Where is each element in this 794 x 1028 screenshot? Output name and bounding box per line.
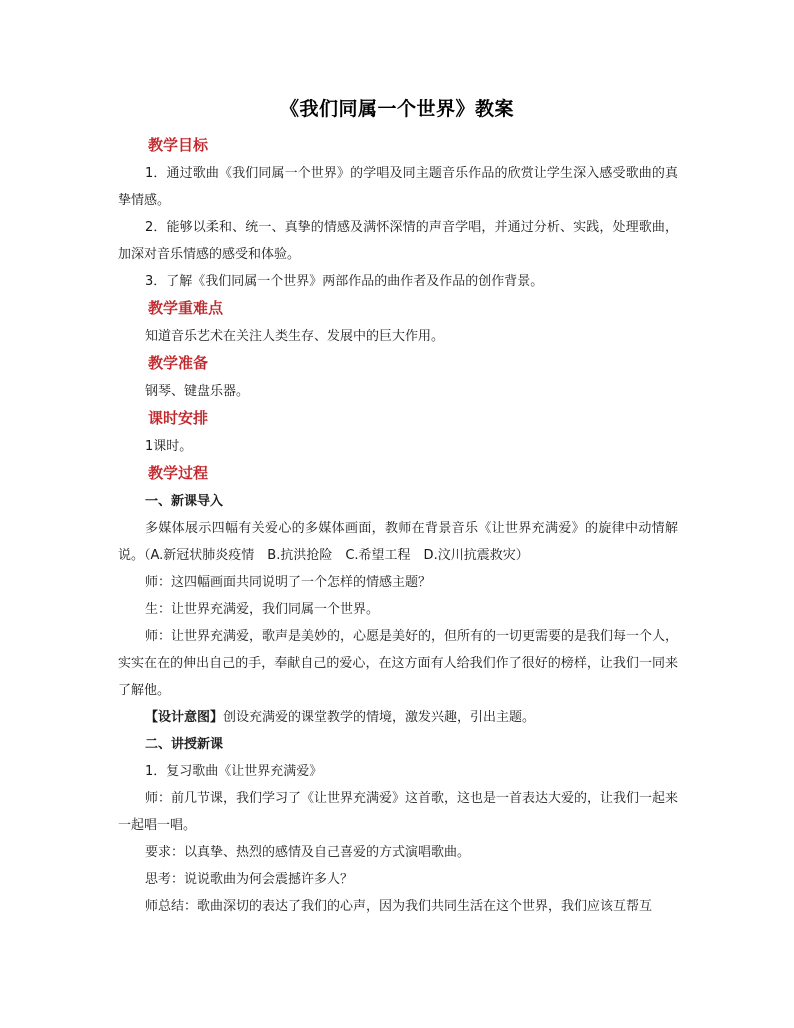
design-intent-text: 创设充满爱的课堂教学的情境，激发兴趣，引出主题。 xyxy=(223,710,536,725)
process-part2-thinking: 思考：说说歌曲为何会震撼许多人？ xyxy=(145,872,354,887)
process-part2-title: 二、讲授新课 xyxy=(145,737,224,752)
document-body xyxy=(118,132,678,920)
heading-key-points: 教学重难点 xyxy=(148,299,224,317)
goal-item-2: 2．能够以柔和、统一、真挚的情感及满怀深情的声音学唱，并通过分析、实践，处理歌曲，加深对音乐情感的感受和体验。 xyxy=(118,220,678,262)
heading-preparation: 教学准备 xyxy=(148,354,209,372)
process-part1-intro: 多媒体展示四幅有关爱心的多媒体画面，教师在背景音乐《让世界充满爱》的旋律中动情解说。（A.新冠状肺炎疫情 B.抗洪抢险 C.希望工程 D.汶川抗震救灾） xyxy=(118,521,678,563)
goal-item-3: 3．了解《我们同属一个世界》两部作品的曲作者及作品的创作背景。 xyxy=(145,274,544,289)
process-part1-title: 一、新课导入 xyxy=(145,494,224,509)
schedule-text: 1课时。 xyxy=(145,439,193,454)
process-part2-requirement: 要求：以真挚、热烈的感情及自己喜爱的方式演唱歌曲。 xyxy=(145,845,471,860)
process-part1-student-answer: 生：让世界充满爱，我们同属一个世界。 xyxy=(145,602,380,617)
design-intent-label: 【设计意图】 xyxy=(145,710,224,725)
heading-process: 教学过程 xyxy=(148,464,209,482)
goal-item-1: 1．通过歌曲《我们同属一个世界》的学唱及同主题音乐作品的欣赏让学生深入感受歌曲的真挚情感。 xyxy=(118,166,678,208)
key-points-text: 知道音乐艺术在关注人类生存、发展中的巨大作用。 xyxy=(145,329,445,344)
process-part2-review: 1．复习歌曲《让世界充满爱》 xyxy=(145,764,323,779)
process-part2-teacher: 师：前几节课，我们学习了《让世界充满爱》这首歌，这也是一首表达大爱的，让我们一起来一起唱一唱。 xyxy=(118,791,679,833)
process-part1-teacher-summary: 师：让世界充满爱，歌声是美妙的，心愿是美好的，但所有的一切更需要的是我们每一个人，实实在在的伸出自己的手，奉献自己的爱心，在这方面有人给我们作了很好的榜样，让我们一同来了解他。 xyxy=(118,629,679,698)
preparation-text: 钢琴、键盘乐器。 xyxy=(145,384,250,399)
process-part1-teacher-question: 师：这四幅画面共同说明了一个怎样的情感主题？ xyxy=(145,575,432,590)
document-title: 《我们同属一个世界》教案 xyxy=(279,98,514,120)
process-part2-teacher-summary: 师总结：歌曲深切的表达了我们的心声，因为我们共同生活在这个世界，我们应该互帮互 xyxy=(145,899,653,914)
heading-schedule: 课时安排 xyxy=(148,409,209,427)
heading-goals: 教学目标 xyxy=(148,136,209,154)
process-part1-design-intent xyxy=(118,704,678,731)
